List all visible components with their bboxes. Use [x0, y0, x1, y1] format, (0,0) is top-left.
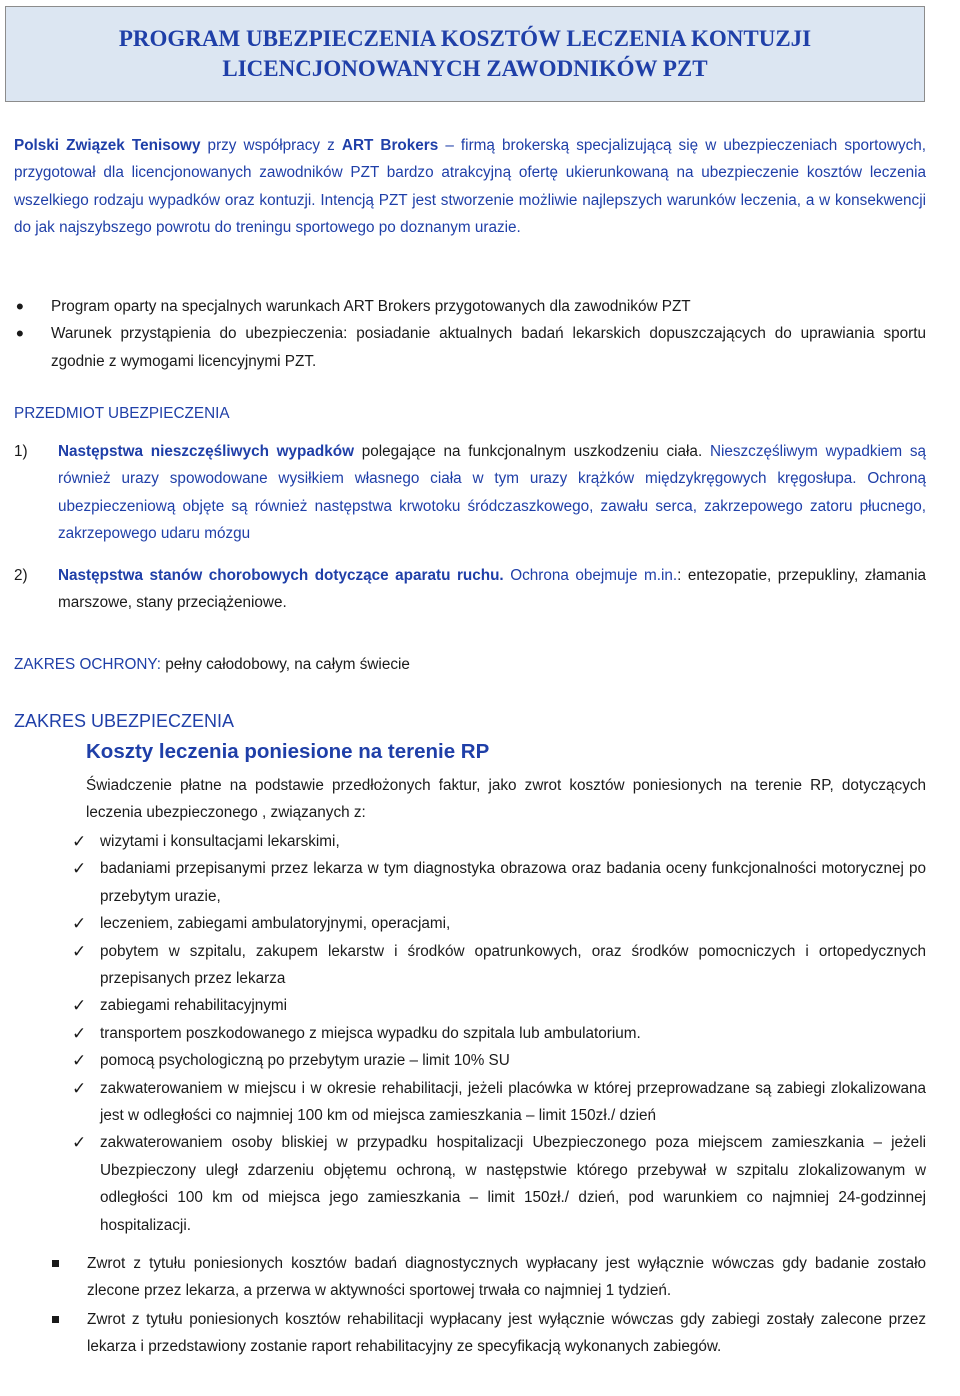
check-item [14, 828, 926, 855]
title-line-1: PROGRAM UBEZPIECZENIA KOSZTÓW LECZENIA KONTUZJI [118, 26, 812, 51]
item-2-blue: Ochrona obejmuje m.in. [503, 567, 678, 584]
check-text: transportem poszkodowanego z miejsca wypadku do szpitala lub ambulatorium. [100, 1024, 641, 1042]
bullet-list [14, 293, 926, 375]
scope-value: pełny całodobowy, na całym świecie [161, 656, 410, 673]
square-bullet-icon [52, 1260, 59, 1267]
item-2-bold: Następstwa stanów chorobowych dotyczące aparatu ruchu. [58, 567, 504, 584]
check-item [14, 992, 926, 1019]
square-bullet-icon [52, 1316, 59, 1323]
checkmark-icon: ✓ [72, 859, 87, 879]
org-name: Polski Związek Tenisowy [14, 137, 201, 154]
checkmark-icon: ✓ [72, 941, 87, 961]
intro-text-2: – firmą brokerską specjalizującą się w ubezpieczeniach sportowych, przygotował dla licencjonowanych zawodników PZT bardzo atrakcyjną ofertę ukierunkowaną na ubezpieczenie kosztów leczenia wszelkiego rodzaju wypadków oraz kontuzji. Intencją PZT jest stworzenie możliwie najlepszych warunków leczenia, a w konsekwencji do jak najszybszego powrotu do treningu sportowego po doznanym urazie. [14, 137, 926, 237]
check-text: wizytami i konsultacjami lekarskimi, [100, 833, 340, 850]
item-1-bold: Następstwa nieszczęśliwych wypadków [58, 443, 355, 460]
scope-line [14, 651, 926, 678]
item-1-blue: Nieszczęśliwym wypadkiem są również urazy spowodowane wysiłkiem własnego ciała w tym urazy krążków międzykręgowych kręgosłupa. Ochroną ubezpieczeniową objęte są również następstwa krwotoku śródczaszkowego, zawału serca, zakrzepowego zatoru płucnego, zakrzepowego udaru mózgu [58, 443, 927, 543]
square-text: Zwrot z tytułu poniesionych kosztów rehabilitacji wypłacany jest wyłącznie wówczas gdy zabiegi zostały zalecone przez lekarza i przedstawiony zostanie raport rehabilitacyjny ze specyfikacją wykonanych zabiegów. [87, 1310, 926, 1356]
square-bullet-list [14, 1250, 926, 1361]
check-item [14, 910, 926, 937]
check-item [14, 938, 926, 993]
subject-item-2 [14, 562, 926, 617]
checkmark-icon: ✓ [72, 1023, 87, 1043]
check-text: zakwaterowaniem w miejscu i w okresie rehabilitacji, jeżeli placówka w której przeprowadzane są zabiegi zlokalizowana jest w odległości co najmniej 100 km od miejsca zamieszkania – limit 150zł./ dzień [100, 1079, 926, 1125]
square-text: Zwrot z tytułu poniesionych kosztów badań diagnostycznych wypłacany jest wyłącznie wówczas gdy badanie zostało zlecone przez lekarza, a przerwa w aktywności sportowej trwała co najmniej 1 tydzień. [87, 1255, 926, 1300]
check-item [14, 1129, 926, 1239]
insurance-heading: ZAKRES UBEZPIECZENIA [14, 711, 235, 731]
square-item [14, 1306, 926, 1361]
check-text: zabiegami rehabilitacyjnymi [100, 997, 288, 1015]
bullet-text: Warunek przystąpienia do ubezpieczenia: posiadanie aktualnych badań lekarskich dopuszczających do uprawiania sportu zgodnie z wymogami licencyjnymi PZT. [51, 325, 926, 370]
item-1-text: polegające na funkcjonalnym uszkodzeniu ciała. [354, 443, 710, 460]
check-text: badaniami przepisanymi przez lekarza w tym diagnostyka obrazowa oraz badania oceny funkcjonalności motorycznej po przebytym urazie, [100, 860, 926, 905]
check-item [14, 1047, 926, 1074]
bullet-item [14, 320, 926, 375]
check-item [14, 1020, 926, 1047]
check-text: pomocą psychologiczną po przebytym urazie – limit 10% SU [100, 1052, 510, 1070]
insurance-subheading: Koszty leczenia poniesione na terenie RP [86, 740, 490, 763]
square-item [14, 1250, 926, 1305]
bullet-item [14, 293, 926, 320]
document-title-box [5, 6, 925, 102]
subject-heading: PRZEDMIOT UBEZPIECZENIA [14, 405, 230, 422]
checklist [14, 828, 926, 1239]
intro-paragraph [14, 132, 926, 242]
item-number: 2) [14, 567, 28, 584]
bullet-text: Program oparty na specjalnych warunkach ART Brokers przygotowanych dla zawodników PZT [51, 298, 691, 315]
checkmark-icon: ✓ [72, 996, 87, 1016]
checkmark-icon: ✓ [72, 914, 87, 934]
check-text: pobytem w szpitalu, zakupem lekarstw i środków opatrunkowych, oraz środków pomocniczych i ortopedycznych przepisanych przez lekarza [100, 942, 926, 988]
checkmark-icon: ✓ [72, 832, 87, 851]
checkmark-icon: ✓ [72, 1051, 87, 1071]
subject-item-1 [14, 438, 926, 548]
item-number: 1) [14, 443, 28, 460]
checkmark-icon: ✓ [72, 1133, 87, 1153]
check-item [14, 855, 926, 910]
scope-label: ZAKRES OCHRONY: [14, 656, 162, 673]
insurance-lead: Świadczenie płatne na podstawie przedłożonych faktur, jako zwrot kosztów poniesionych na terenie RP, dotyczących leczenia ubezpieczonego , związanych z: [86, 777, 926, 822]
check-item [14, 1075, 926, 1130]
item-2-text: : entezopatie, przepukliny, złamania marszowe, stany przeciążeniowe. [58, 567, 926, 612]
checkmark-icon: ✓ [72, 1078, 87, 1098]
check-text: leczeniem, zabiegami ambulatoryjnymi, operacjami, [100, 915, 451, 933]
broker-name: ART Brokers [341, 137, 439, 154]
intro-text-1: przy współpracy z [200, 137, 342, 154]
check-text: zakwaterowaniem osoby bliskiej w przypadku hospitalizacji Ubezpieczonego poza miejscem zamieszkania – jeżeli Ubezpieczony uległ zdarzeniu objętemu ochroną, w następstwie którego przebywał w szpitalu zlokalizowanym w odległości 100 km od miejsca jego zamieszkania – limit 150zł./ dzień, pod warunkiem co najmniej 24-godzinnej hospitalizacji. [100, 1134, 926, 1234]
title-line-2: LICENCJONOWANYCH ZAWODNIKÓW PZT [222, 56, 708, 81]
